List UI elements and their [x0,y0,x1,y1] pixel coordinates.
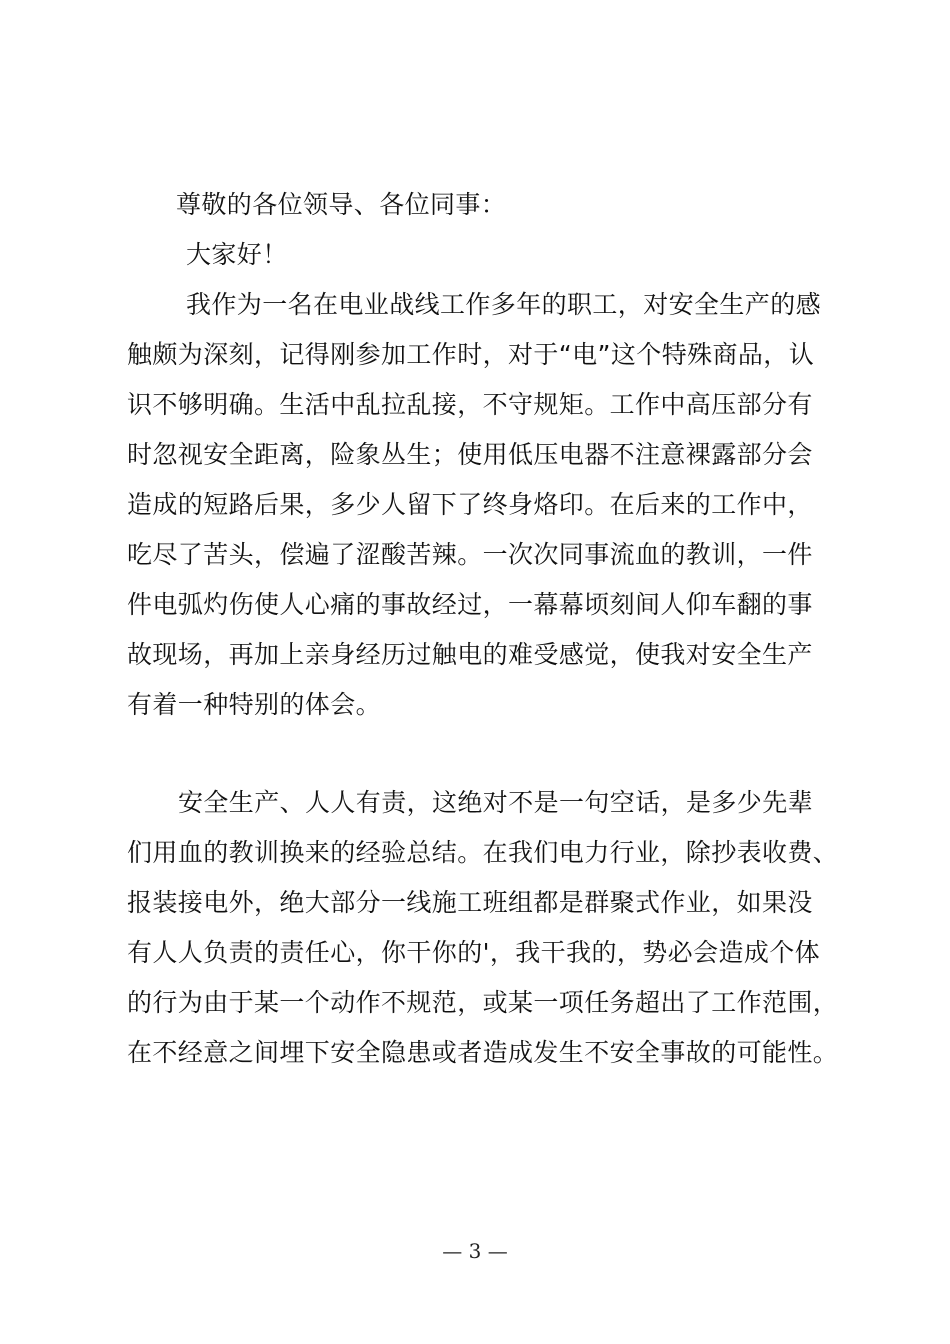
paragraph-line: 有着一种特别的体会。 [127,690,382,719]
paragraph-line: 的行为由于某一个动作不规范，或某一项任务超出了工作范围， [127,988,839,1017]
salutation: 尊敬的各位领导、各位同事： [176,190,507,219]
paragraph-line: 故现场，再加上亲身经历过触电的难受感觉，使我对安全生产 [127,640,813,669]
paragraph-line: 识不够明确。生活中乱拉乱接，不守规矩。工作中高压部分有 [127,390,813,419]
paragraph-line: 有人人负责的责任心，你干你的'，我干我的，势必会造成个体 [127,938,821,967]
paragraph-line: 触颇为深刻，记得刚参加工作时，对于“电”这个特殊商品，认 [127,340,815,369]
paragraph-line: 们用血的教训换来的经验总结。在我们电力行业，除抄表收费、 [127,838,839,867]
paragraph-line: 时忽视安全距离，险象丛生；使用低压电器不注意裸露部分会 [127,440,813,469]
paragraph-line: 造成的短路后果，多少人留下了终身烙印。在后来的工作中， [127,490,813,519]
paragraph-line: 吃尽了苦头，偿遍了涩酸苦辣。一次次同事流血的教训，一件 [127,540,813,569]
page-number: — 3 — [442,1239,508,1263]
greeting: 大家好！ [186,240,288,269]
paragraph-line: 报装接电外，绝大部分一线施工班组都是群聚式作业，如果没 [127,888,813,917]
paragraph-line: 件电弧灼伤使人心痛的事故经过，一幕幕顷刻间人仰车翻的事 [127,590,813,619]
paragraph-line: 在不经意之间埋下安全隐患或者造成发生不安全事故的可能性。 [127,1038,839,1067]
paragraph-line: 我作为一名在电业战线工作多年的职工，对安全生产的感 [186,290,822,319]
paragraph-line: 安全生产、人人有责，这绝对不是一句空话，是多少先辈 [178,788,814,817]
